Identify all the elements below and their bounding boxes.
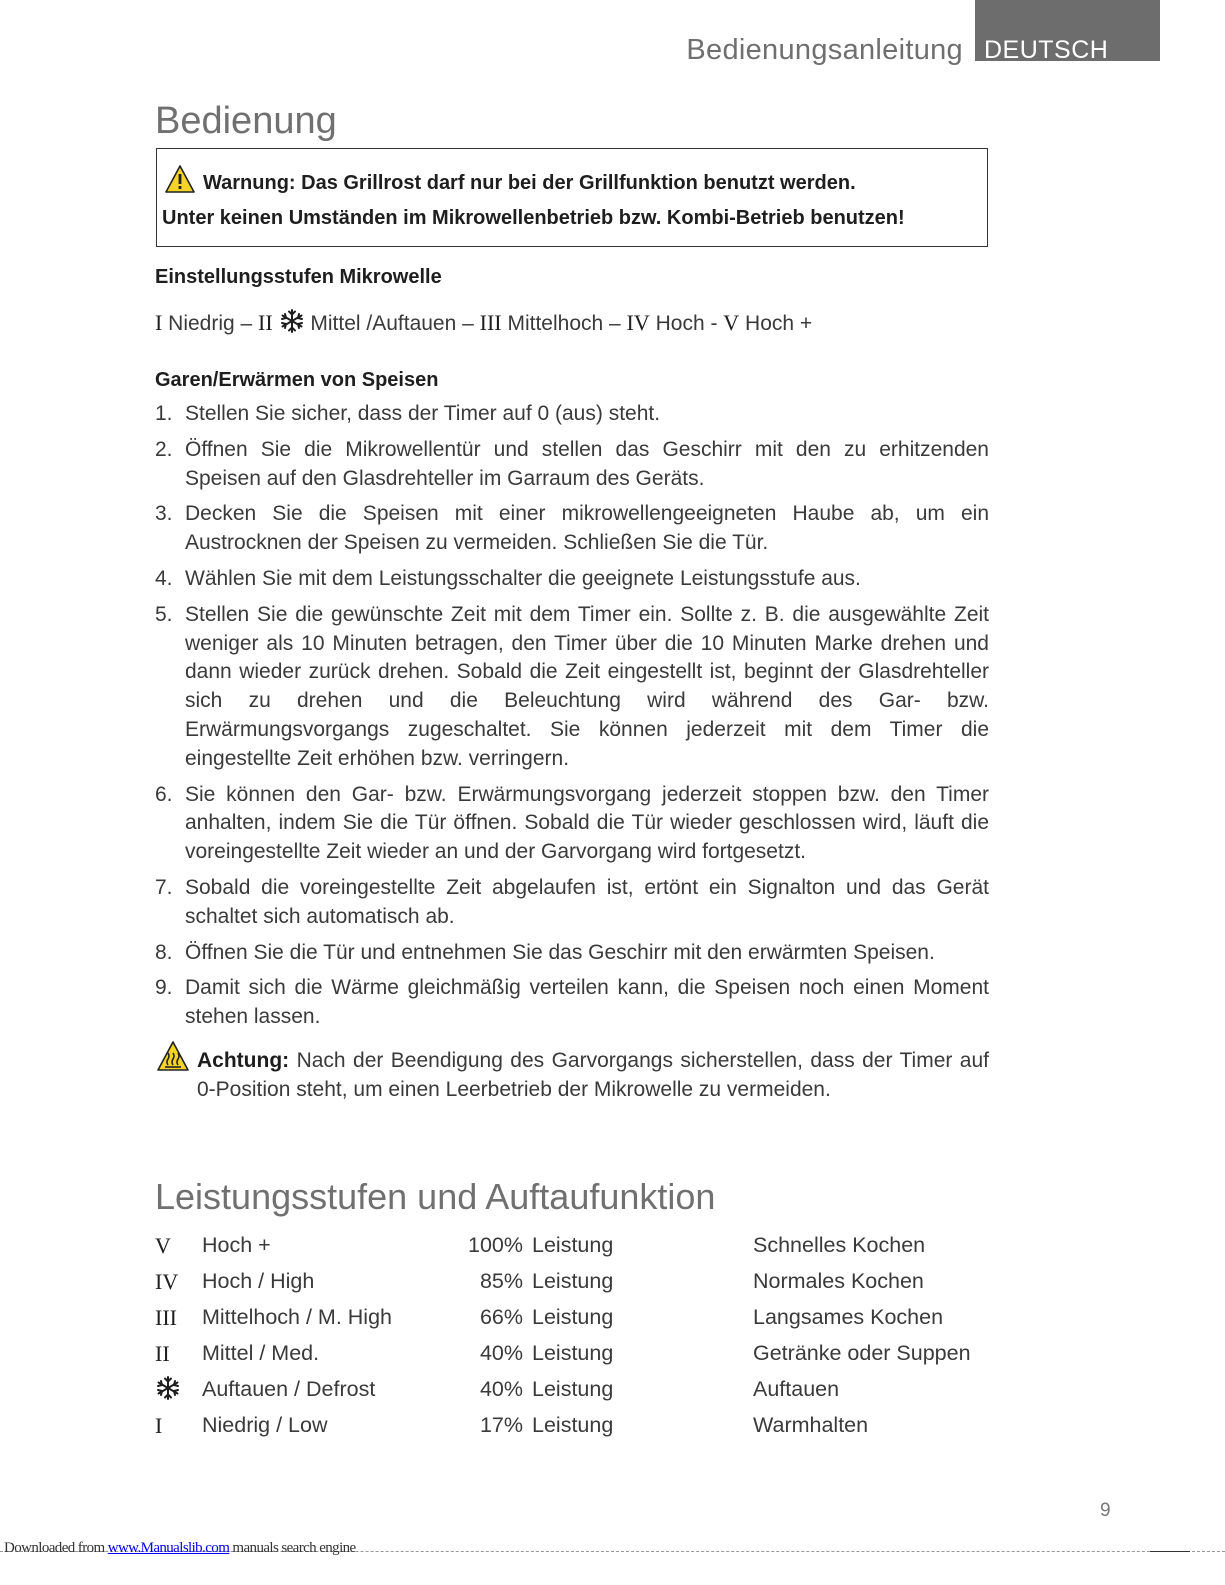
level-use: Langsames Kochen [753,1305,944,1329]
level-percent: 17% [479,1413,523,1437]
defrost-snowflake-icon [155,1377,181,1407]
step-text: Sie können den Gar- bzw. Erwärmungsvorgang jederzeit stoppen bzw. den Timer anhalten, indem Sie die Tür öffnen. Sobald die Tür wieder geschlossen wird, läuft die voreingestellte Zeit wieder an und der Garvorgang wird fortgesetzt. [185,782,989,864]
warning-triangle-icon [164,164,196,194]
level-use: Getränke oder Suppen [753,1341,971,1365]
level-name: Auftauen / Defrost [202,1377,376,1401]
step-number: 3. [155,502,173,526]
level-percent: 100% [468,1233,523,1257]
step-number: 8. [155,940,173,964]
footer-suffix: manuals search engine [229,1540,356,1556]
cooking-steps-list [155,400,989,1039]
snowflake-icon [279,308,305,334]
list-item [155,565,989,594]
list-item [155,436,989,494]
step-text: Stellen Sie sicher, dass der Timer auf 0 (aus) steht. [185,402,661,425]
level-roman-2: II [258,310,273,335]
level-name: Mittel / Med. [202,1341,320,1365]
warning-line-1: Warnung: Das Grillrost darf nur bei der Grillfunktion benutzt werden. [203,172,856,194]
level-name: Mittelhoch / M. High [202,1305,392,1329]
attention-label: Achtung: [197,1049,290,1072]
level-text-2: Mittel /Auftauen – [304,312,480,335]
level-roman-5: V [723,310,740,335]
step-text: Öffnen Sie die Tür und entnehmen Sie das Geschirr mit den erwärmten Speisen. [185,940,935,964]
level-text-1: Niedrig – [162,312,259,335]
list-item [155,400,989,429]
step-text: Wählen Sie mit dem Leistungsschalter die geeignete Leistungsstufe aus. [185,566,861,590]
level-text-5: Hoch + [739,312,813,335]
level-percent: 66% [479,1305,523,1329]
level-unit: Leistung [532,1413,614,1437]
language-label: DEUTSCH [984,36,1109,64]
level-unit: Leistung [532,1377,614,1401]
table-row [155,1377,995,1413]
warning-box [156,148,988,247]
step-text: Damit sich die Wärme gleichmäßig verteilen kann, die Speisen noch einen Moment stehen lassen. [185,976,989,1029]
level-unit: Leistung [532,1233,614,1257]
step-number: 2. [155,437,173,461]
step-number: 4. [155,566,173,590]
table-row [155,1233,995,1269]
step-text: Stellen Sie die gewünschte Zeit mit dem Timer ein. Sollte z. B. die ausgewählte Zeit weniger als 10 Minuten betragen, den Timer über die 10 Minuten Marke drehen und dann wieder zurück drehen. Sobald die Zeit eingestellt ist, beginnt der Glasdrehteller sich zu drehen und die Beleuchtung wird während des Gar- bzw. Erwärmungsvorgangs zugeschaltet. Sie können jederzeit mit dem Timer die eingestellte Zeit erhöhen bzw. verringern. [185,602,989,770]
level-symbol: V [155,1233,171,1258]
level-text-3: Mittelhoch – [501,312,627,335]
level-unit: Leistung [532,1341,614,1365]
attention-note [197,1047,989,1105]
step-number: 5. [155,602,173,626]
level-use: Auftauen [753,1377,840,1401]
footer-rule [1150,1551,1190,1552]
manualslib-link[interactable]: www.Manualslib.com [107,1540,230,1556]
section-title-operation: Bedienung [155,100,337,142]
level-name: Hoch + [202,1233,271,1257]
level-unit: Leistung [532,1305,614,1329]
level-symbol: II [155,1341,170,1366]
list-item [155,874,989,932]
level-percent: 85% [479,1269,523,1293]
step-number: 6. [155,782,173,806]
list-item [155,500,989,558]
footer-note [4,1540,356,1557]
footer-prefix: Downloaded from [4,1540,108,1556]
level-percent: 40% [479,1341,523,1365]
step-number: 9. [155,976,173,1000]
levels-heading: Einstellungsstufen Mikrowelle [155,266,442,288]
level-name: Hoch / High [202,1269,315,1293]
level-roman-4: IV [626,310,650,335]
level-name: Niedrig / Low [202,1413,328,1437]
section-title-power-levels: Leistungsstufen und Auftaufunktion [155,1176,716,1217]
list-item [155,781,989,867]
step-number: 7. [155,875,173,899]
microwave-levels-line [155,308,812,336]
table-row [155,1269,995,1305]
level-symbol: III [155,1305,177,1330]
list-item [155,974,989,1032]
manual-title: Bedienungsanleitung [686,34,963,66]
list-item [155,601,989,774]
attention-text: Nach der Beendigung des Garvorgangs sicherstellen, dass der Timer auf 0-Position steht, um einen Leerbetrieb der Mikrowelle zu vermeiden. [197,1049,989,1101]
step-number: 1. [155,402,173,425]
list-item [155,939,989,968]
warning-line-2: Unter keinen Umständen im Mikrowellenbetrieb bzw. Kombi-Betrieb benutzen! [162,207,905,229]
level-use: Warmhalten [753,1413,869,1437]
level-symbol: I [155,1413,163,1438]
level-use: Schnelles Kochen [753,1233,926,1257]
level-roman-1: I [155,310,163,335]
table-row [155,1341,995,1377]
level-symbol: IV [155,1269,179,1294]
level-roman-3: III [479,310,502,335]
step-text: Decken Sie die Speisen mit einer mikrowellengeeigneten Haube ab, um ein Austrocknen der Speisen zu vermeiden. Schließen Sie die Tür. [185,502,989,555]
step-text: Öffnen Sie die Mikrowellentür und stellen das Geschirr mit den zu erhitzenden Speisen auf den Glasdrehteller im Garraum des Geräts. [185,437,989,490]
level-text-4: Hoch - [649,312,724,335]
level-unit: Leistung [532,1269,614,1293]
cooking-heading: Garen/Erwärmen von Speisen [155,369,439,391]
table-row [155,1413,995,1449]
level-percent: 40% [479,1377,523,1401]
step-text: Sobald die voreingestellte Zeit abgelaufen ist, ertönt ein Signalton und das Gerät schaltet sich automatisch ab. [185,875,989,928]
table-row [155,1305,995,1341]
hot-surface-warning-icon [156,1040,190,1072]
page-number: 9 [1100,1500,1111,1521]
level-use: Normales Kochen [753,1269,924,1293]
